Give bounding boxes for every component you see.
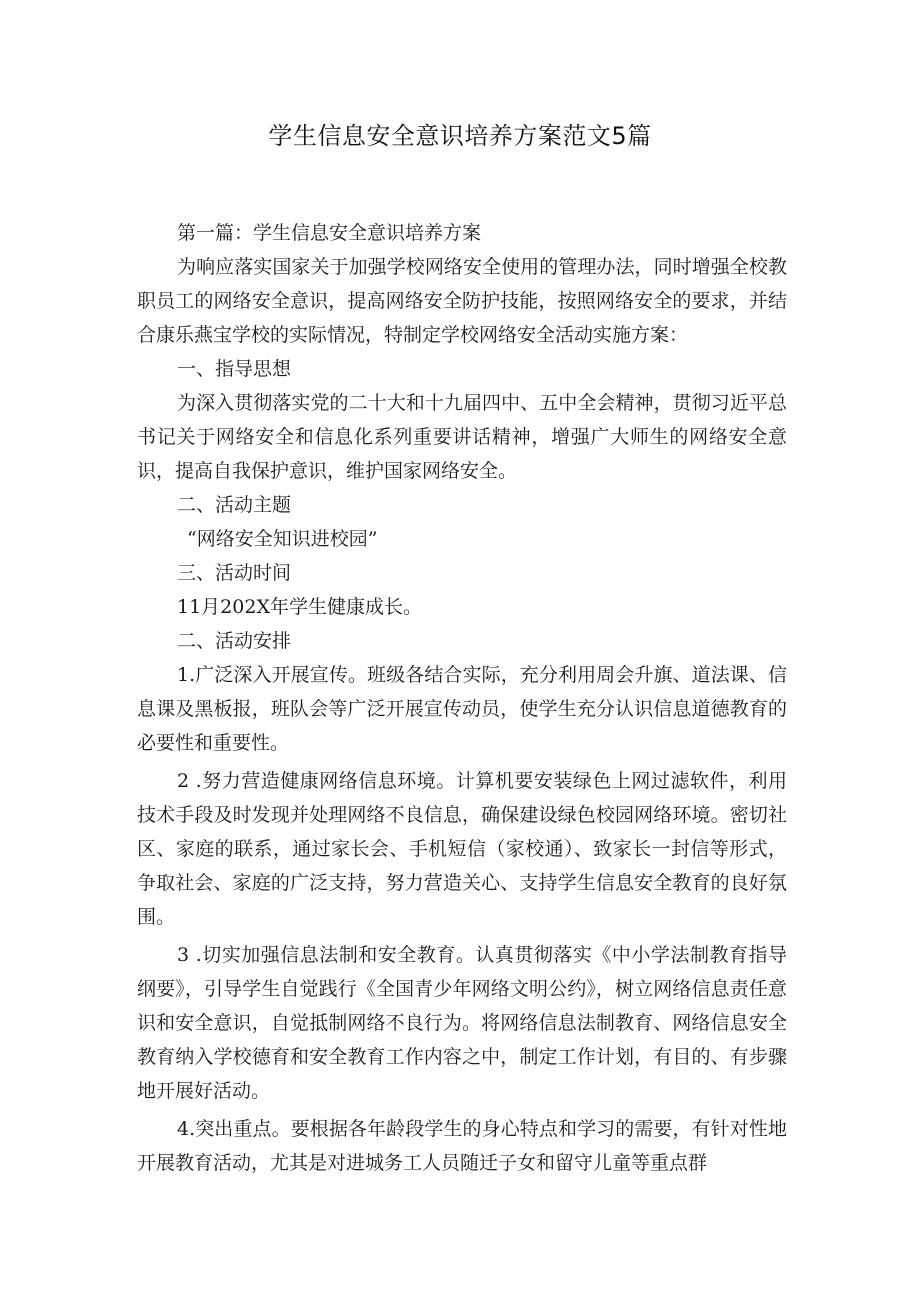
arrangement-item-1: 1.广泛深入开展宣传。班级各结合实际，充分利用周会升旗、道法课、信息课及黑板报，班队会等广泛开展宣传动员，使学生充分认识信息道德教育的必要性和重要性。 xyxy=(137,664,787,754)
activity-theme-text: “网络安全知识进校园” xyxy=(187,528,378,550)
arrangement-item-3: 3 .切实加强信息法制和安全教育。认真贯彻落实《中小学法制教育指导纲要》，引导学生自觉践行《全国青少年网络文明公约》，树立网络信息责任意识和安全意识，自觉抵制网络不良行为。将网络信息法制教育、网络信息安全教育纳入学校德育和安全教育工作内容之中，制定工作计划，有目的、有步骤地开展好活动。 xyxy=(137,944,787,1102)
intro-paragraph: 为响应落实国家关于加强学校网络安全使用的管理办法，同时增强全校教职员工的网络安全意识，提高网络安全防护技能，按照网络安全的要求，并结合康乐燕宝学校的实际情况，特制定学校网络安全活动实施方案： xyxy=(137,256,787,346)
activity-time-text: 11月202X年学生健康成长。 xyxy=(177,596,422,618)
heading-activity-arrangement: 二、活动安排 xyxy=(177,630,292,652)
heading-activity-theme: 二、活动主题 xyxy=(177,494,292,516)
document-body xyxy=(137,216,787,1180)
document-title: 学生信息安全意识培养方案范文5篇 xyxy=(268,122,652,150)
heading-guiding-ideology: 一、指导思想 xyxy=(177,358,292,380)
heading-activity-time: 三、活动时间 xyxy=(177,562,292,584)
arrangement-item-4: 4.突出重点。要根据各年龄段学生的身心特点和学习的需要，有针对性地开展教育活动，尤其是对进城务工人员随迁子女和留守儿童等重点群 xyxy=(137,1118,787,1174)
section-heading-part-one: 第一篇：学生信息安全意识培养方案 xyxy=(177,222,482,244)
arrangement-item-2: 2 .努力营造健康网络信息环境。计算机要安装绿色上网过滤软件，利用技术手段及时发现并处理网络不良信息，确保建设绿色校园网络环境。密切社区、家庭的联系，通过家长会、手机短信（家校通）、致家长一封信等形式，争取社会、家庭的广泛支持，努力营造关心、支持学生信息安全教育的良好氛围。 xyxy=(137,770,787,928)
guiding-ideology-paragraph: 为深入贯彻落实党的二十大和十九届四中、五中全会精神，贯彻习近平总书记关于网络安全和信息化系列重要讲话精神，增强广大师生的网络安全意识，提高自我保护意识，维护国家网络安全。 xyxy=(137,392,787,482)
